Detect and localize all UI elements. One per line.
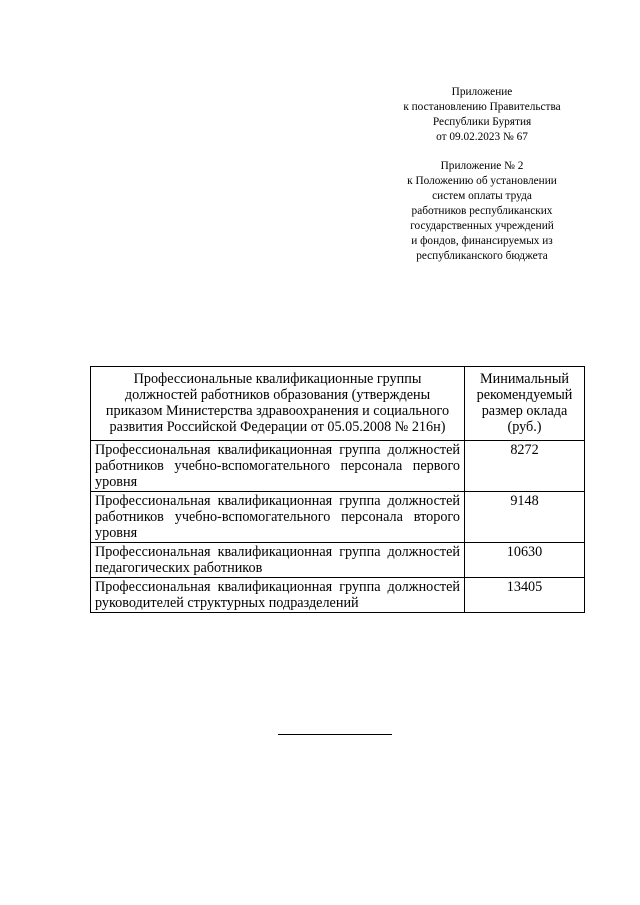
appendix-line: систем оплаты труда — [432, 190, 532, 202]
attachment-header — [370, 85, 594, 145]
table-row — [91, 543, 585, 578]
appendix-line: к Положению об установлении — [407, 175, 557, 187]
table-row — [91, 441, 585, 492]
table-row — [91, 578, 585, 613]
group-name-cell: Профессиональная квалификационная группа должностей руководителей структурных подразделений — [91, 578, 465, 613]
appendix-line: Приложение № 2 — [440, 160, 524, 172]
attachment-line: Приложение — [451, 86, 513, 98]
appendix-line: работников республиканских — [411, 205, 553, 217]
table-row — [91, 492, 585, 543]
salary-table — [90, 366, 585, 613]
salary-value-cell: 13405 — [465, 578, 585, 613]
header-qualification-groups: Профессиональные квалификационные группы должностей работников образования (утверждены приказом Министерства здравоохранения и социального развития Российской Федерации от 05.05.2008 № 216н) — [91, 367, 465, 441]
appendix-line: республиканского бюджета — [416, 250, 548, 262]
end-separator-line — [278, 734, 392, 735]
appendix-header — [370, 159, 594, 264]
group-name-cell: Профессиональная квалификационная группа должностей педагогических работников — [91, 543, 465, 578]
attachment-line: от 09.02.2023 № 67 — [436, 131, 528, 143]
salary-value-cell: 9148 — [465, 492, 585, 543]
salary-value-cell: 8272 — [465, 441, 585, 492]
group-name-cell: Профессиональная квалификационная группа должностей работников учебно-вспомогательного персонала первого уровня — [91, 441, 465, 492]
salary-value-cell: 10630 — [465, 543, 585, 578]
attachment-line: Республики Бурятия — [432, 116, 532, 128]
appendix-line: и фондов, финансируемых из — [411, 235, 553, 247]
header-min-salary: Минимальный рекомендуемый размер оклада (руб.) — [465, 367, 585, 441]
attachment-line: к постановлению Правительства — [403, 101, 561, 113]
appendix-line: государственных учреждений — [410, 220, 554, 232]
table-header-row — [91, 367, 585, 441]
group-name-cell: Профессиональная квалификационная группа должностей работников учебно-вспомогательного персонала второго уровня — [91, 492, 465, 543]
